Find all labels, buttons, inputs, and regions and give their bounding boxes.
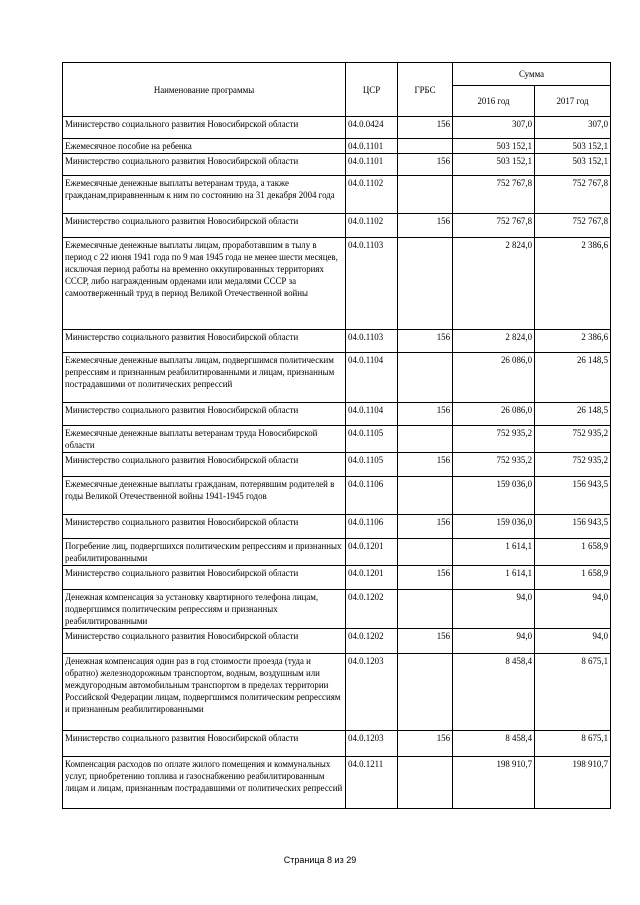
cell-sum-2016: 503 152,1 <box>453 139 535 154</box>
cell-grbs <box>398 353 453 403</box>
cell-sum-2016: 2 824,0 <box>453 330 535 353</box>
cell-csr: 04.0.1106 <box>346 515 398 539</box>
cell-sum-2016: 26 086,0 <box>453 353 535 403</box>
cell-csr: 04.0.1104 <box>346 403 398 426</box>
cell-grbs <box>398 757 453 809</box>
cell-sum-2017: 156 943,5 <box>535 477 611 515</box>
cell-csr: 04.0.1101 <box>346 139 398 154</box>
cell-sum-2016: 752 767,8 <box>453 176 535 214</box>
cell-sum-2017: 503 152,1 <box>535 139 611 154</box>
cell-sum-2017: 1 658,9 <box>535 566 611 590</box>
cell-sum-2017: 94,0 <box>535 590 611 629</box>
cell-program-name: Компенсация расходов по оплате жилого помещения и коммунальных услуг, приобретению топлива и газоснабжению реабилитированным лицам и лицам, признанным пострадавшими от политических репрессий <box>63 757 346 809</box>
cell-sum-2016: 2 824,0 <box>453 238 535 330</box>
header-year-2016: 2016 год <box>453 85 535 116</box>
cell-sum-2017: 156 943,5 <box>535 515 611 539</box>
cell-sum-2016: 198 910,7 <box>453 757 535 809</box>
cell-program-name: Министерство социального развития Новосибирской области <box>63 117 346 139</box>
cell-sum-2017: 307,0 <box>535 117 611 139</box>
cell-grbs <box>398 238 453 330</box>
cell-csr: 04.0.1202 <box>346 629 398 654</box>
cell-sum-2016: 94,0 <box>453 590 535 629</box>
cell-grbs <box>398 590 453 629</box>
cell-sum-2016: 159 036,0 <box>453 477 535 515</box>
table-row <box>63 477 611 515</box>
page-footer: Страница 8 из 29 <box>283 855 357 865</box>
cell-sum-2016: 8 458,4 <box>453 731 535 757</box>
header-year-2017: 2017 год <box>535 85 611 116</box>
cell-grbs <box>398 539 453 566</box>
cell-program-name: Министерство социального развития Новосибирской области <box>63 453 346 477</box>
cell-grbs: 156 <box>398 566 453 590</box>
cell-csr: 04.0.1211 <box>346 757 398 809</box>
table-row <box>63 330 611 353</box>
cell-sum-2017: 752 767,8 <box>535 214 611 238</box>
cell-sum-2017: 503 152,1 <box>535 154 611 176</box>
cell-csr: 04.0.0424 <box>346 117 398 139</box>
table-row <box>63 566 611 590</box>
cell-csr: 04.0.1105 <box>346 426 398 453</box>
cell-grbs <box>398 477 453 515</box>
table-row <box>63 214 611 238</box>
table-row <box>63 426 611 453</box>
table-row <box>63 117 611 139</box>
cell-sum-2017: 8 675,1 <box>535 731 611 757</box>
cell-grbs: 156 <box>398 117 453 139</box>
table-row <box>63 731 611 757</box>
cell-csr: 04.0.1103 <box>346 330 398 353</box>
cell-program-name: Денежная компенсация один раз в год стоимости проезда (туда и обратно) железнодорожным транспортом, водным, воздушным или междугородным автомобильным транспортом в пределах территории Российской Федерации лицам, подвергшимся политическим репрессиям и признанным реабилитированными <box>63 654 346 731</box>
cell-grbs: 156 <box>398 154 453 176</box>
cell-sum-2017: 94,0 <box>535 629 611 654</box>
header-csr: ЦСР <box>346 63 398 117</box>
cell-sum-2016: 159 036,0 <box>453 515 535 539</box>
cell-csr: 04.0.1101 <box>346 154 398 176</box>
cell-sum-2017: 1 658,9 <box>535 539 611 566</box>
cell-sum-2016: 26 086,0 <box>453 403 535 426</box>
cell-csr: 04.0.1202 <box>346 590 398 629</box>
cell-program-name: Министерство социального развития Новосибирской области <box>63 214 346 238</box>
cell-sum-2016: 94,0 <box>453 629 535 654</box>
cell-program-name: Министерство социального развития Новосибирской области <box>63 731 346 757</box>
cell-sum-2017: 2 386,6 <box>535 238 611 330</box>
cell-grbs <box>398 426 453 453</box>
table-row <box>63 757 611 809</box>
cell-csr: 04.0.1201 <box>346 539 398 566</box>
cell-program-name: Министерство социального развития Новосибирской области <box>63 403 346 426</box>
table-row <box>63 403 611 426</box>
cell-csr: 04.0.1104 <box>346 353 398 403</box>
table-row <box>63 453 611 477</box>
cell-sum-2017: 752 935,2 <box>535 426 611 453</box>
cell-csr: 04.0.1105 <box>346 453 398 477</box>
cell-program-name: Ежемесячные денежные выплаты лицам, проработавшим в тылу в период с 22 июня 1941 года по 9 мая 1945 года не менее шести месяцев, исключая период работы на временно оккупированных территориях СССР, либо награжденным орденами или медалями СССР за самоотверженный труд в период Великой Отечественной войны <box>63 238 346 330</box>
header-program-name: Наименование программы <box>63 63 346 117</box>
cell-program-name: Министерство социального развития Новосибирской области <box>63 154 346 176</box>
cell-program-name: Ежемесячные денежные выплаты гражданам, потерявшим родителей в годы Великой Отечественной войны 1941-1945 годов <box>63 477 346 515</box>
cell-sum-2016: 307,0 <box>453 117 535 139</box>
cell-sum-2017: 26 148,5 <box>535 353 611 403</box>
cell-sum-2017: 198 910,7 <box>535 757 611 809</box>
cell-sum-2016: 752 935,2 <box>453 453 535 477</box>
cell-program-name: Министерство социального развития Новосибирской области <box>63 566 346 590</box>
cell-csr: 04.0.1106 <box>346 477 398 515</box>
cell-sum-2016: 1 614,1 <box>453 539 535 566</box>
cell-program-name: Ежемесячные денежные выплаты ветеранам труда, а также гражданам,приравненным к ним по состоянию на 31 декабря 2004 года <box>63 176 346 214</box>
budget-table <box>62 62 611 809</box>
table-row <box>63 629 611 654</box>
header-sum: Сумма <box>453 63 611 86</box>
cell-program-name: Погребение лиц, подвергшихся политическим репрессиям и признанных реабилитированными <box>63 539 346 566</box>
table-body <box>63 117 611 809</box>
table-row <box>63 139 611 154</box>
cell-program-name: Ежемесячные денежные выплаты лицам, подвергшимся политическим репрессиям и признанным реабилитированными и лицам, признанным пострадавшими от политических репрессий <box>63 353 346 403</box>
cell-csr: 04.0.1102 <box>346 176 398 214</box>
cell-csr: 04.0.1102 <box>346 214 398 238</box>
table-row <box>63 176 611 214</box>
cell-program-name: Министерство социального развития Новосибирской области <box>63 629 346 654</box>
cell-sum-2017: 8 675,1 <box>535 654 611 731</box>
cell-program-name: Ежемесячное пособие на ребенка <box>63 139 346 154</box>
cell-csr: 04.0.1201 <box>346 566 398 590</box>
cell-grbs: 156 <box>398 330 453 353</box>
cell-grbs <box>398 139 453 154</box>
cell-grbs <box>398 654 453 731</box>
table-row <box>63 353 611 403</box>
table-row <box>63 154 611 176</box>
cell-grbs: 156 <box>398 403 453 426</box>
cell-sum-2016: 752 935,2 <box>453 426 535 453</box>
cell-sum-2017: 2 386,6 <box>535 330 611 353</box>
header-grbs: ГРБС <box>398 63 453 117</box>
cell-csr: 04.0.1203 <box>346 731 398 757</box>
cell-sum-2017: 752 767,8 <box>535 176 611 214</box>
table-row <box>63 654 611 731</box>
cell-grbs <box>398 176 453 214</box>
cell-program-name: Денежная компенсация за установку квартирного телефона лицам, подвергшимся политическим репрессиям и признанных реабилитированными <box>63 590 346 629</box>
cell-csr: 04.0.1103 <box>346 238 398 330</box>
cell-sum-2016: 8 458,4 <box>453 654 535 731</box>
cell-program-name: Министерство социального развития Новосибирской области <box>63 515 346 539</box>
cell-sum-2017: 26 148,5 <box>535 403 611 426</box>
cell-csr: 04.0.1203 <box>346 654 398 731</box>
cell-grbs: 156 <box>398 214 453 238</box>
cell-grbs: 156 <box>398 515 453 539</box>
table-row <box>63 238 611 330</box>
cell-grbs: 156 <box>398 453 453 477</box>
table-row <box>63 515 611 539</box>
cell-grbs: 156 <box>398 731 453 757</box>
cell-sum-2016: 1 614,1 <box>453 566 535 590</box>
cell-sum-2016: 752 767,8 <box>453 214 535 238</box>
cell-sum-2017: 752 935,2 <box>535 453 611 477</box>
cell-program-name: Ежемесячные денежные выплаты ветеранам труда Новосибирской области <box>63 426 346 453</box>
table-row <box>63 539 611 566</box>
cell-sum-2016: 503 152,1 <box>453 154 535 176</box>
table-row <box>63 590 611 629</box>
cell-grbs: 156 <box>398 629 453 654</box>
cell-program-name: Министерство социального развития Новосибирской области <box>63 330 346 353</box>
